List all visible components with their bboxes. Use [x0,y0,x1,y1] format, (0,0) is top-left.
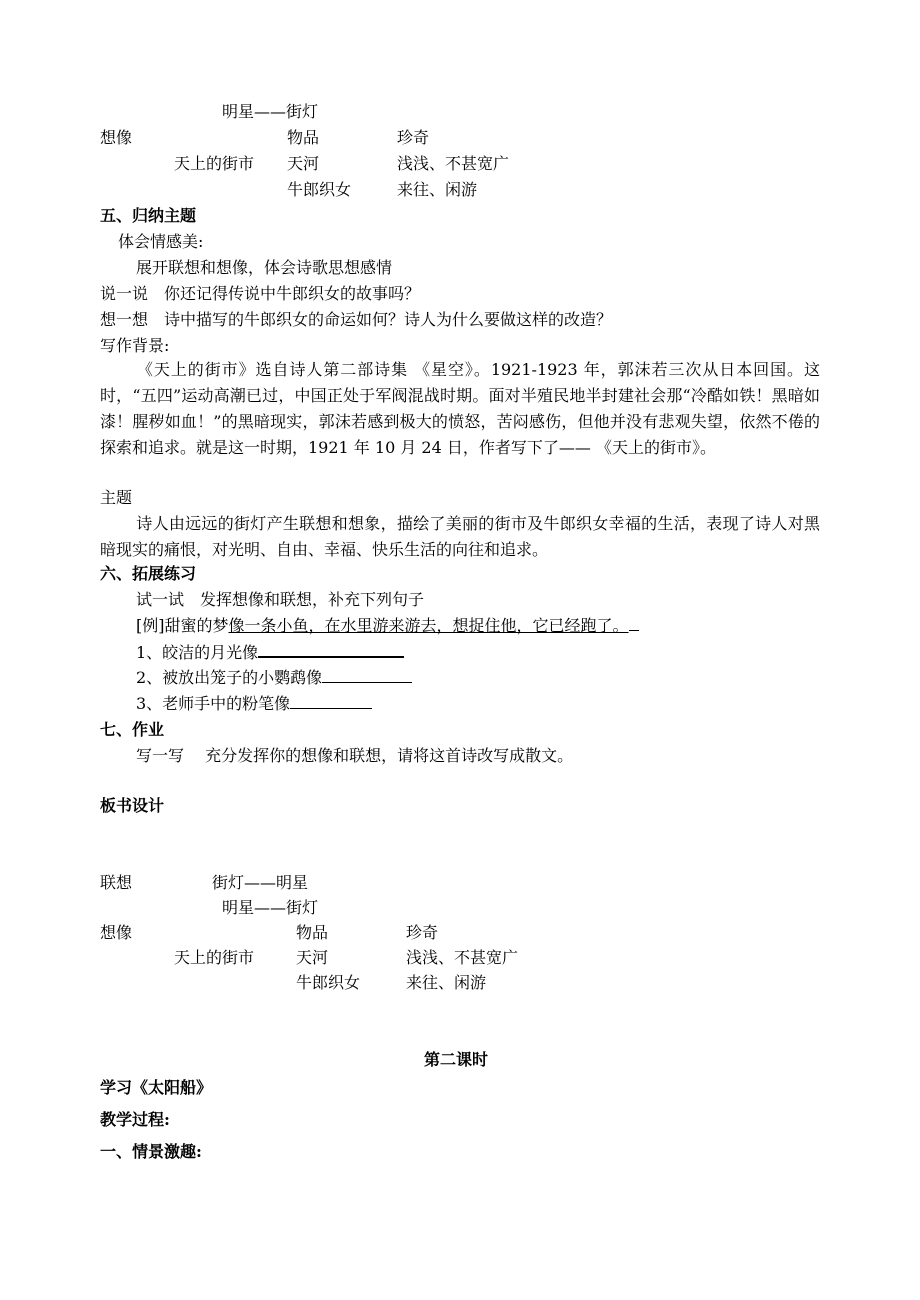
section5-sub: 体会情感美: [118,232,204,251]
section5-line1: 展开联想和想像，体会诗歌思想感情 [136,258,393,277]
section5-bg-paragraph [100,357,820,461]
board-heading: 板书设计 [100,796,165,815]
section5-bg-label: 写作背景: [100,336,170,355]
section6-item1-text: 1、皎洁的月光像 [136,643,259,662]
section6-item1-blank[interactable] [258,641,404,658]
board-row3-left: 想像 [100,923,133,942]
diagram1-row2-left: 想像 [100,128,133,147]
diagram1-row3-mid: 天河 [287,154,320,173]
board-row1-left: 联想 [100,873,133,892]
section5-heading: 五、归纳主题 [100,206,197,225]
section5-think: 想一想 诗中描写的牛郎织女的命运如何？诗人为什么要做这样的改造？ [100,310,613,329]
section5-theme-label: 主题 [100,488,133,507]
board-row5-right: 来往、闲游 [406,973,487,992]
board-row1-center: 街灯——明星 [212,873,309,892]
diagram1-row4-mid: 牛郎织女 [287,180,352,199]
section6-item3-blank[interactable] [290,693,372,709]
section6-example-underlined: 像一条小鱼，在水里游来游去，想捉住他，它已经跑了。 [228,616,629,635]
section5-theme-paragraph [100,511,820,563]
board-row2-center: 明星——街灯 [222,898,319,917]
section5-say: 说一说 你还记得传说中牛郎织女的故事吗？ [100,284,421,303]
section7-heading: 七、作业 [100,720,165,739]
lesson2-process: 教学过程: [100,1110,170,1129]
diagram1-row2-mid: 物品 [287,128,320,147]
diagram1-row3-left: 天上的街市 [174,154,255,173]
diagram1-row3-right: 浅浅、不甚宽广 [397,154,510,173]
lesson2-study: 学习《太阳船》 [100,1078,213,1097]
section6-item1 [136,641,404,664]
section6-heading: 六、拓展练习 [100,564,197,583]
section6-try: 试一试 发挥想像和联想，补充下列句子 [136,590,425,609]
section7-write: 写一写 充分发挥你的想像和联想，请将这首诗改写成散文。 [136,746,574,765]
lesson2-title: 第二课时 [424,1050,489,1069]
board-row3-mid: 物品 [296,923,329,942]
diagram1-row2-right: 珍奇 [397,128,430,147]
section6-item3-text: 3、老师手中的粉笔像 [136,694,291,713]
section6-item2 [136,667,412,689]
section5-theme-text: 诗人由远远的街灯产生联想和想象，描绘了美丽的街市及牛郎织女幸福的生活，表现了诗人对黑暗现实的痛恨，对光明、自由、幸福、快乐生活的向往和追求。 [100,514,820,559]
lesson2-step1: 一、情景激趣: [100,1142,202,1161]
section6-item2-blank[interactable] [322,667,412,683]
section6-item3 [136,693,372,715]
board-row3-right: 珍奇 [406,923,439,942]
board-row4-left: 天上的街市 [174,948,255,967]
section6-item2-text: 2、被放出笼子的小鹦鹉像 [136,668,323,687]
diagram1-row4-right: 来往、闲游 [397,180,478,199]
board-row4-right: 浅浅、不甚宽广 [406,948,519,967]
section5-bg-text: 《天上的街市》选自诗人第二部诗集 《星空》。1921-1923 年，郭沫若三次从日本回国。这时，“五四”运动高潮已过，中国正处于军阀混战时期。面对半殖民地半封建社会那“冷酷如铁！黑暗如漆！腥秽如血！”的黑暗现实，郭沫若感到极大的愤怒，苦闷感伤，但他并没有悲观失望，依然不倦的探索和追求。就是这一时期，1921 年 10 月 24 日，作者写下了—— 《天上的街市》。 [100,360,820,457]
section6-example-tail-line [629,615,639,631]
section6-example-prefix: [例]甜蜜的梦 [136,616,229,635]
board-row4-mid: 天河 [296,948,329,967]
diagram1-row1-center: 明星——街灯 [222,102,319,121]
section6-example [136,615,639,637]
board-row5-mid: 牛郎织女 [296,973,361,992]
